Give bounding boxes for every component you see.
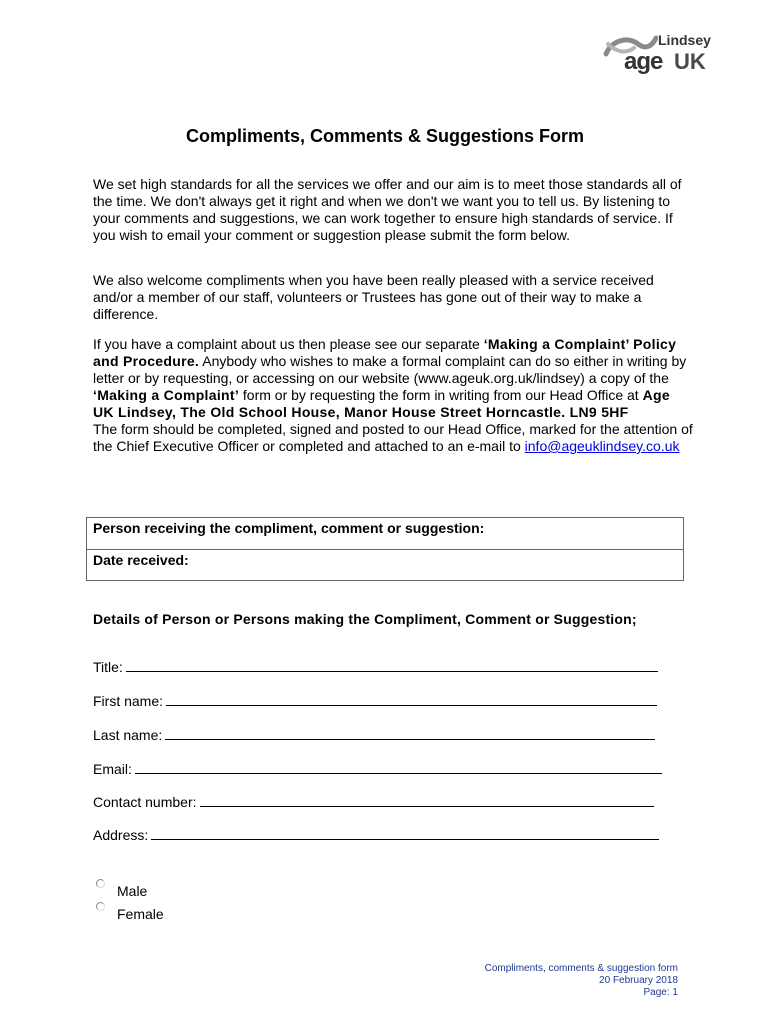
complaint-text-4: The form should be completed, signed and posted to our Head Office, marked for the attention of the Chief Executive Officer or completed and attached to an e-mail to (93, 421, 693, 454)
logo-age-text: age (624, 48, 663, 75)
complaint-policy-name: ‘Making a Complaint’ Policy and Procedure. (93, 336, 677, 369)
page-title: Compliments, Comments & Suggestions Form (185, 126, 585, 146)
title-label: Title: (93, 659, 123, 675)
contact-number-field (93, 792, 654, 810)
email-label: Email: (93, 761, 132, 777)
last-name-label: Last name: (93, 727, 163, 743)
last-name-input-line[interactable] (165, 725, 655, 740)
email-field (93, 759, 662, 777)
complaint-text-3: form or by requesting the form in writing from our Head Office at (239, 387, 643, 403)
first-name-field (93, 691, 657, 709)
page-footer (485, 963, 678, 999)
receiver-row[interactable] (87, 518, 683, 549)
head-office-address: Age UK Lindsey, The Old School House, Manor House Street Horncastle. LN9 5HF (93, 387, 670, 420)
contact-number-label: Contact number: (93, 794, 197, 810)
age-uk-lindsey-logo (602, 28, 722, 76)
title-input-line[interactable] (126, 657, 658, 672)
complaint-form-name: ‘Making a Complaint’ (93, 387, 240, 403)
receiver-label: Person receiving the compliment, comment or suggestion: (93, 520, 485, 536)
date-received-label: Date received: (93, 552, 189, 568)
complaint-text-1: If you have a complaint about us then please see our separate (93, 336, 484, 352)
logo-uk-text: UK (674, 49, 706, 74)
address-field (93, 825, 659, 843)
contact-email-link[interactable]: info@ageuklindsey.co.uk (524, 438, 680, 454)
complaint-paragraph (93, 336, 693, 455)
date-received-row[interactable] (87, 549, 683, 580)
male-label: Male (117, 883, 148, 899)
title-field (93, 657, 658, 675)
female-radio-button[interactable] (96, 902, 105, 911)
footer-date: 20 February 2018 (599, 975, 678, 986)
intro-paragraph: We set high standards for all the services we offer and our aim is to meet those standards all of the time. We don't always get it right and when we don't we want you to tell us. By listening to your comments and suggestions, we can work together to ensure high standards of service. If you wish to email your comment or suggestion please submit the form below. (93, 176, 682, 243)
address-label: Address: (93, 827, 149, 843)
last-name-field (93, 725, 655, 743)
compliments-paragraph: We also welcome compliments when you have been really pleased with a service received and/or a member of our staff, volunteers or Trustees has gone out of their way to make a difference. (93, 272, 654, 322)
complaint-text-2: Anybody who wishes to make a formal complaint can do so either in writing by letter or by requesting, or accessing on our website (www.ageuk.org.uk/lindsey) a copy of the (93, 353, 687, 386)
first-name-label: First name: (93, 693, 164, 709)
details-heading: Details of Person or Persons making the Compliment, Comment or Suggestion; (93, 611, 637, 627)
footer-form-name: Compliments, comments & suggestion form (484, 963, 678, 974)
female-label: Female (117, 906, 164, 922)
receipt-table (86, 517, 684, 581)
footer-page-number: Page: 1 (643, 987, 678, 998)
first-name-input-line[interactable] (166, 691, 657, 706)
contact-number-input-line[interactable] (200, 792, 654, 807)
male-radio-button[interactable] (96, 879, 105, 888)
logo-lindsey-text: Lindsey (658, 32, 711, 48)
address-input-line[interactable] (151, 825, 659, 840)
email-input-line[interactable] (135, 759, 662, 774)
